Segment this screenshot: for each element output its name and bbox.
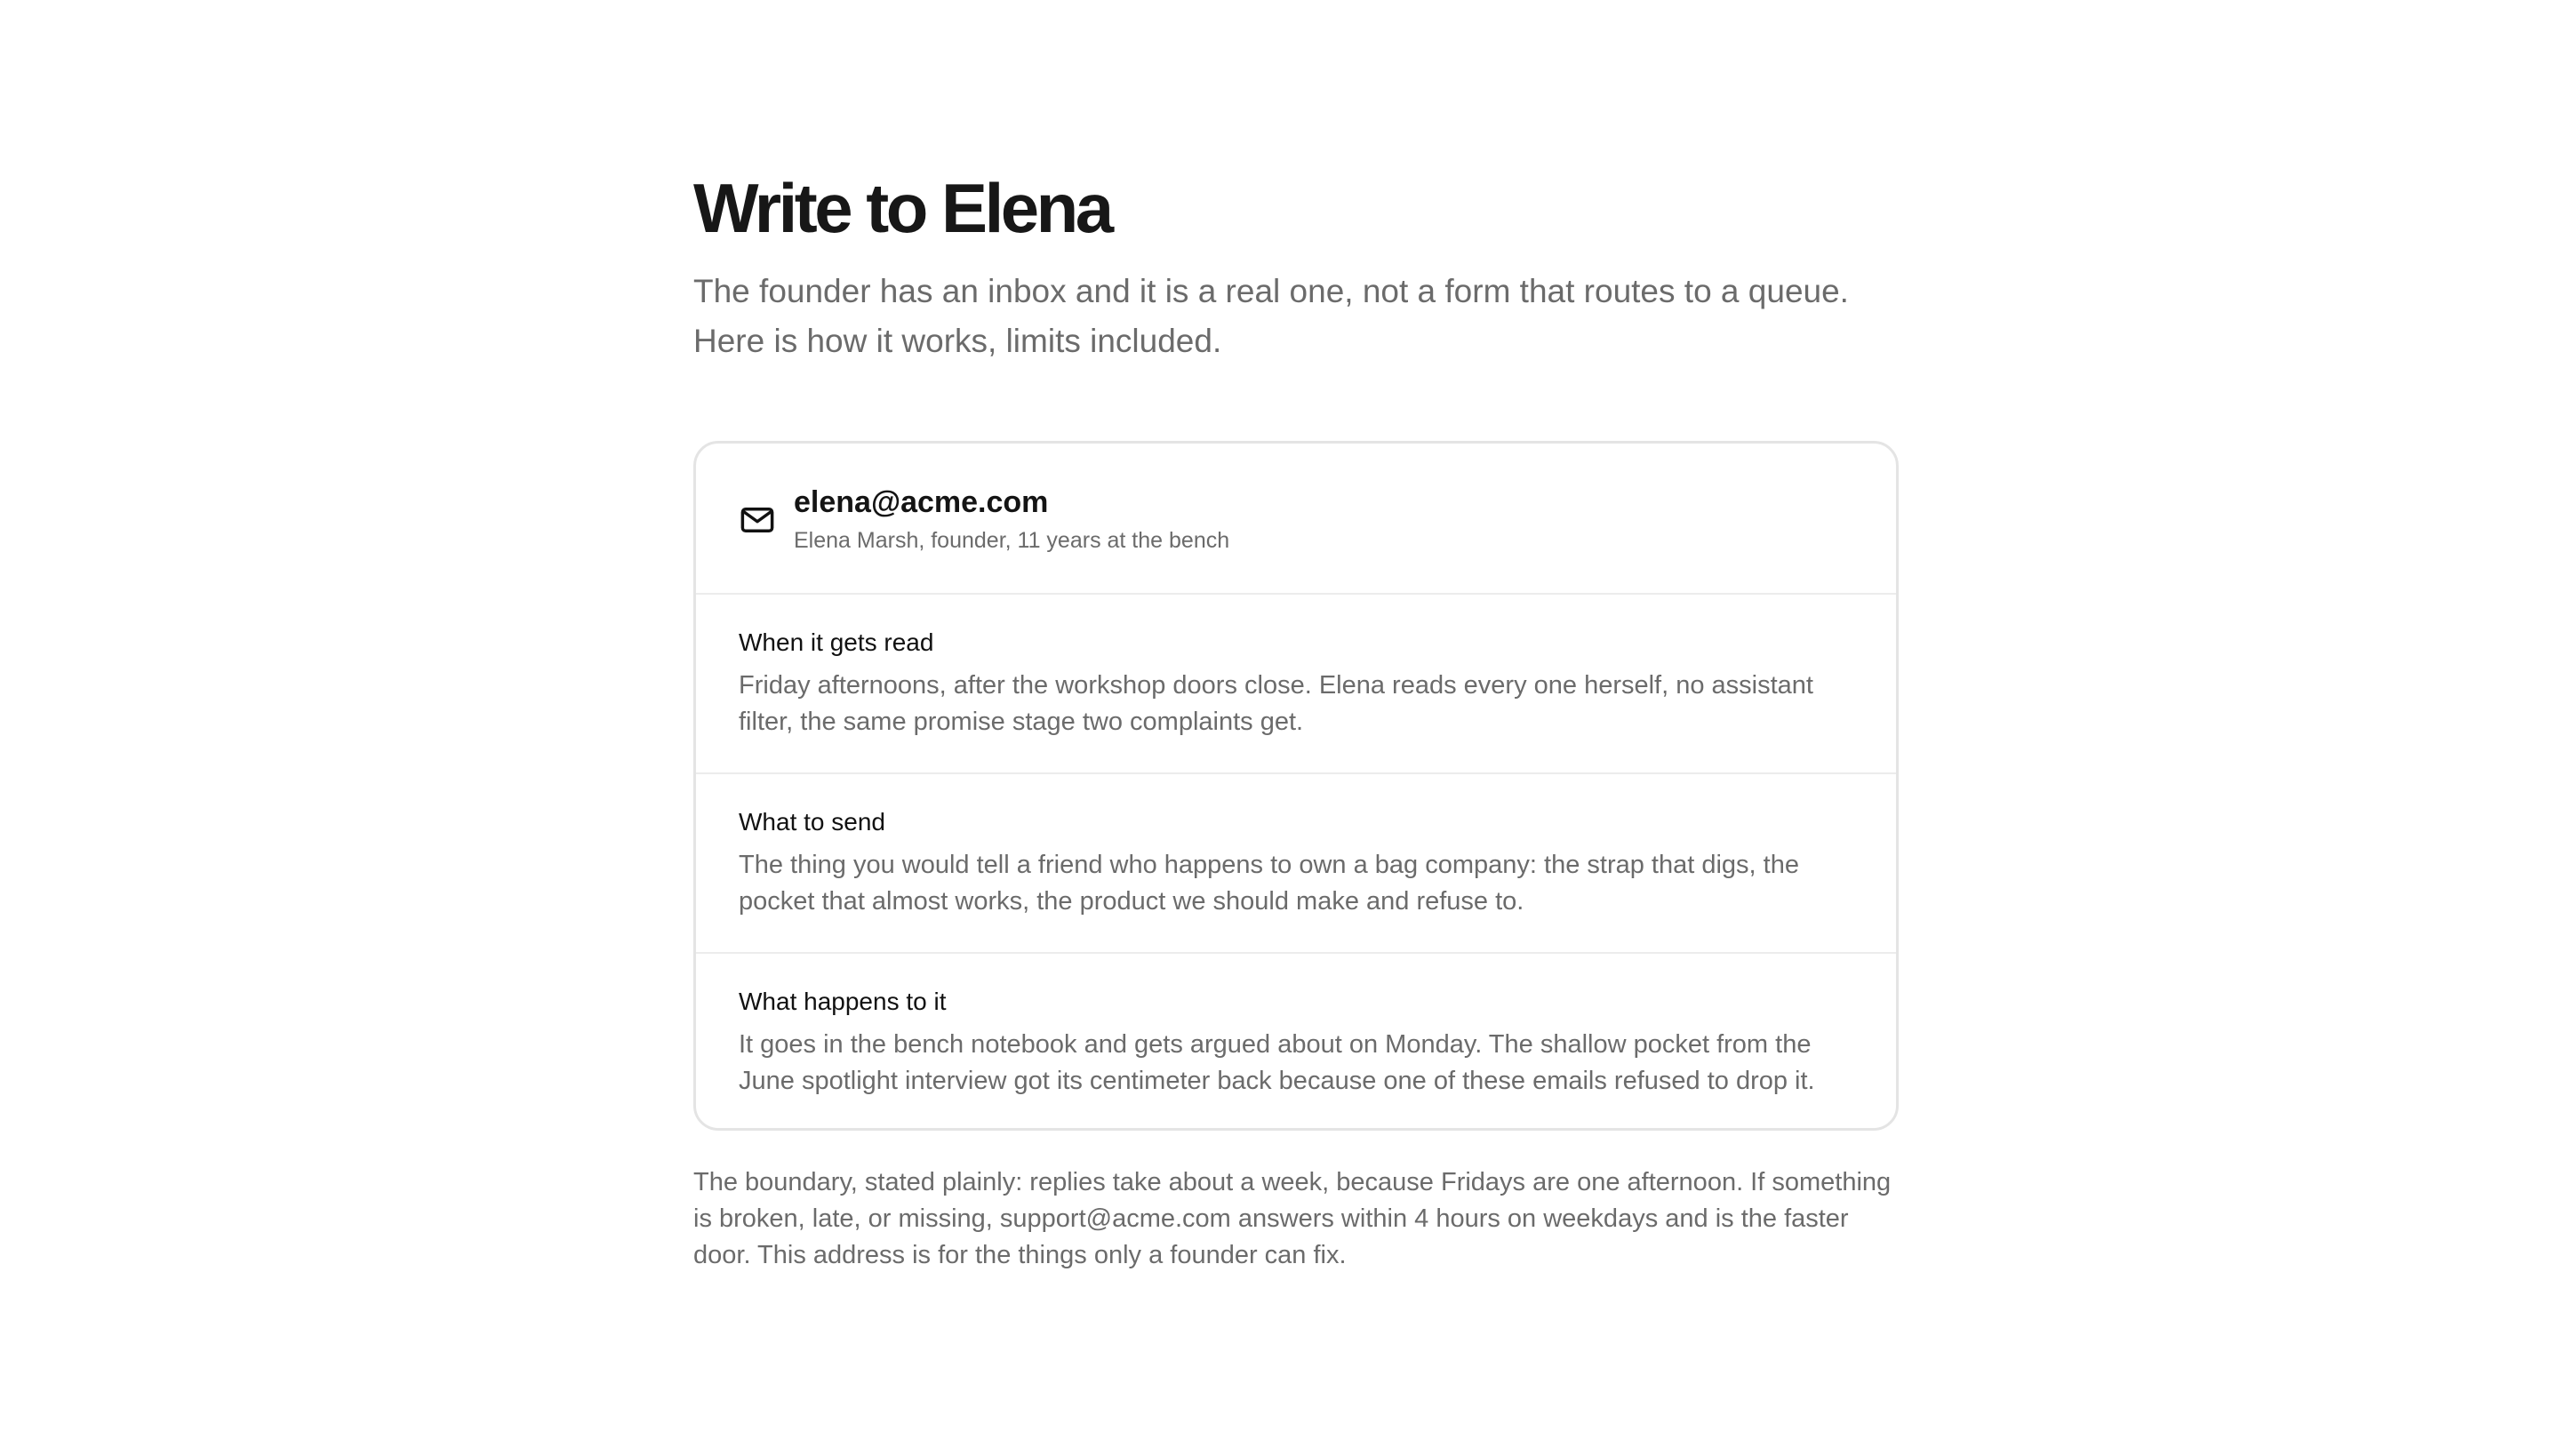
section-title: What happens to it (739, 988, 947, 1015)
contact-card (693, 441, 1899, 1131)
contact-header (696, 444, 1896, 595)
page-title: Write to Elena (693, 169, 1111, 247)
section-body: Friday afternoons, after the workshop doors close. Elena reads every one herself, no assistant filter, the same promise stage two complaints get. (739, 671, 1813, 736)
mail-icon (739, 501, 776, 539)
section-title: What to send (739, 808, 885, 836)
section-when-read (696, 595, 1896, 774)
intro-text: The founder has an inbox and it is a real one, not a form that routes to a queue. Here is how it works, limits included. (693, 273, 1849, 359)
section-what-happens (696, 954, 1896, 1128)
contact-subtitle: Elena Marsh, founder, 11 years at the bench (794, 528, 1230, 553)
section-body: The thing you would tell a friend who happens to own a bag company: the strap that digs, the pocket that almost works, the product we should make and refuse to. (739, 851, 1799, 916)
contact-text (794, 484, 1229, 556)
section-title: When it gets read (739, 628, 934, 656)
email-address[interactable]: elena@acme.com (794, 485, 1049, 519)
boundary-note: The boundary, stated plainly: replies take about a week, because Fridays are one afternoon. If something is broken, late, or missing, support@acme.com answers within 4 hours on weekdays and is the faster door. This address is for the things only a founder can fix. (693, 1168, 1892, 1269)
main-content (693, 167, 1902, 1274)
section-what-to-send (696, 774, 1896, 954)
section-body: It goes in the bench notebook and gets argued about on Monday. The shallow pocket from the June spotlight interview got its centimeter back because one of these emails refused to drop it. (739, 1030, 1815, 1095)
